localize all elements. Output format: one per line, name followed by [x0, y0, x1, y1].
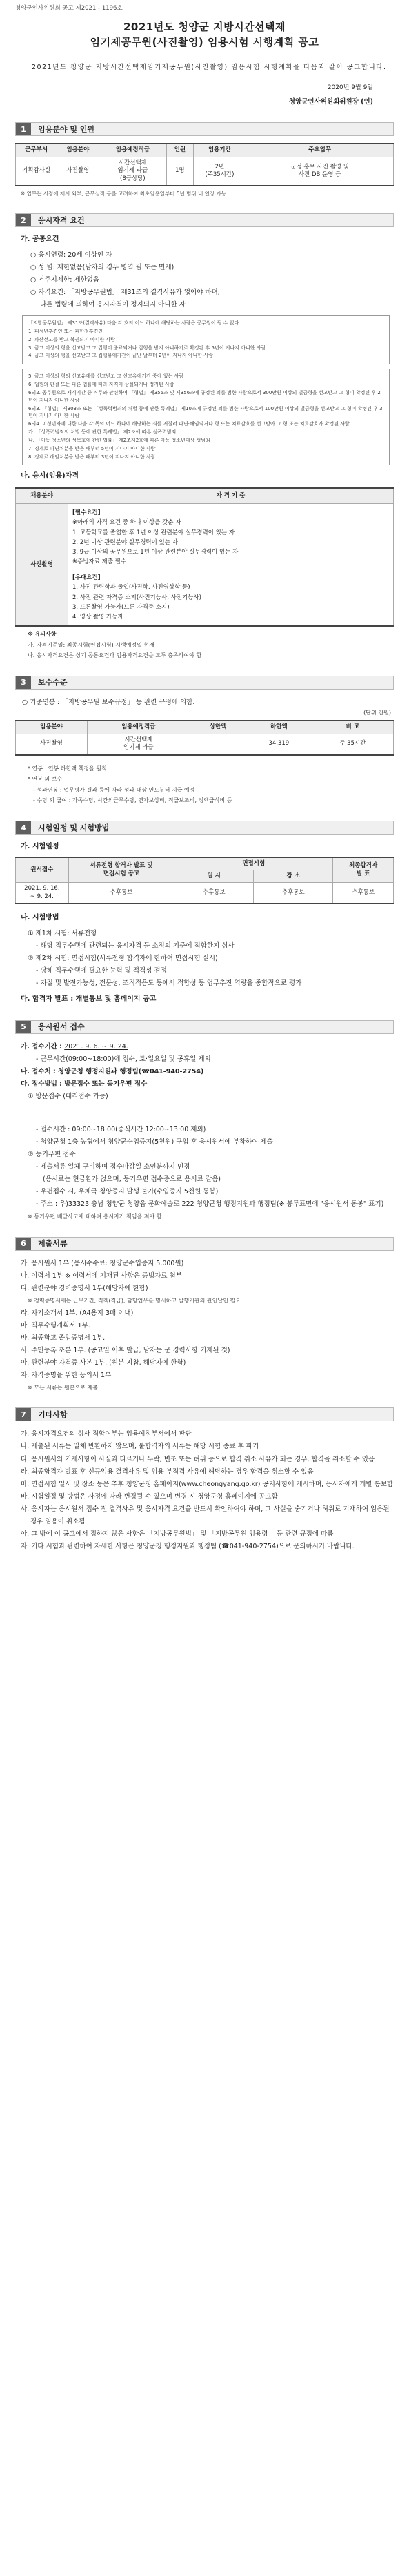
misc-item: 자. 기타 시험과 관련하여 자세한 사항은 청양군청 행정지원과 행정팀 (☎041-940-2754)으로 문의하시기 바랍니다.: [21, 1542, 355, 1550]
table-header-cell: 자 격 기 준: [68, 488, 394, 504]
table-header-cell: 인원: [167, 144, 193, 157]
exam-item: - 당해 직무수행에 필요한 능력 및 적격성 검정: [36, 967, 167, 975]
exam-item: - 해당 직무수행에 관련되는 응시자격 등 소정의 기준에 적합한지 심사: [36, 941, 235, 950]
mail-line: - 우편접수 시, 우체국 청양증지 발생 불가(수입증지 5천원 동봉): [36, 1188, 219, 1196]
section-1-header: [15, 122, 394, 136]
issuing-org: 청양군인사위원회위원장 (인): [288, 97, 373, 106]
requirement-line: 2. 2년 이상 관련분야 실무경력이 있는 자: [72, 538, 178, 546]
table-header-row: [16, 721, 394, 734]
table-cell: 추후통보: [68, 883, 174, 904]
document-item: 가. 응시원서 1부 (응시수수료: 청양군수입증지 5,000원): [21, 1259, 184, 1267]
period-label: 가. 접수기간 :: [21, 1042, 65, 1051]
box-line: 나. 「아동·청소년의 성보호에 관한 법률」 제2조제2호에 따른 아동·청소년대상 성범죄: [28, 437, 210, 443]
caution-line: 가. 자격기준일: 최종시험(면접시험) 시행예정일 현재: [28, 641, 154, 648]
section-number: 4: [16, 821, 31, 834]
preference-line: 3. 드론촬영 가능자(드론 자격증 소지): [72, 603, 170, 611]
document-item: 다. 관련분야 경력증명서 1부(해당자에 한함): [21, 1284, 148, 1292]
list-item: ○ 거주지제한: 제한없음: [30, 275, 100, 284]
title-line-1: 2021년도 청양군 지방시간선택제: [123, 21, 286, 34]
box-line: 6의4. 미성년자에 대한 다음 각 목의 어느 하나에 해당하는 죄를 저질러 파면·해임되거나 형 또는 치료감호를 선고받아 그 형 또는 치료감호가 확정된 사람: [28, 421, 350, 427]
period-note: - 근무시간(09:00~18:00)에 접수, 토·일요일 및 공휴일 제외: [36, 1055, 211, 1063]
section-number: 5: [16, 1021, 31, 1033]
table-cell: 사진촬영: [16, 734, 88, 754]
misc-item: 라. 최종합격자 발표 후 신규임용 결격사유 및 임용 부적격 사유에 해당하는 경우 합격을 취소할 수 있음: [21, 1467, 314, 1476]
disqualification-box-continued: [22, 369, 390, 465]
section-2-header: [15, 213, 394, 227]
list-item: ○ 성 별: 제한없음(남자의 경우 병역 필 또는 면제): [30, 263, 174, 271]
title-line-2: 임기제공무원(사진촬영) 임용시험 시행계획 공고: [90, 35, 319, 48]
table-header-row: [16, 144, 394, 157]
application-period: [21, 1041, 394, 1053]
document-item: 나. 이력서 1부 ※ 이력서에 기재된 사항은 증빙자료 첨부: [21, 1271, 182, 1280]
table-row: [16, 883, 394, 904]
list-item: ○ 자격요건: 「지방공무원법」 제31조의 결격사유가 없어야 하며,: [30, 288, 220, 296]
document-final-note: ※ 모든 서류는 원본으로 제출: [28, 1384, 98, 1391]
section-6-header: [15, 1237, 394, 1251]
table-row: [16, 504, 394, 626]
requirement-heading: [필수요건]: [72, 509, 101, 517]
preference-heading: [우대요건]: [72, 574, 101, 582]
document-item: 마. 직무수행계획서 1부.: [21, 1321, 90, 1329]
preference-line: 4. 영상 촬영 가능자: [72, 613, 123, 621]
table-header-cell: 임용기간: [193, 144, 246, 157]
salary-note: - 수당 외 급여 : 가족수당, 시간외근무수당, 연가보상비, 직급보조비, 정액급식비 등: [33, 797, 232, 804]
salary-note: - 성과연봉 : 업무평가 결과 등에 따라 성과 대상 연도부터 지급 예정: [33, 786, 195, 793]
table-header-cell: 상한액: [190, 721, 246, 734]
mail-line: - 제출서류 일체 구비하여 접수마감일 소인분까지 인정: [36, 1163, 190, 1171]
box-line: 1. 피성년후견인 또는 피한정후견인: [28, 328, 103, 334]
notice-number: 청양군인사위원회 공고 제2021 - 1196호: [15, 5, 123, 12]
notice-date: 2020년 9월 9일: [327, 84, 373, 91]
section-number: 6: [16, 1238, 31, 1250]
visit-place: - 청양군청 1층 농협에서 청양군수입증지(5천원) 구입 후 응시원서에 부착하여 제출: [36, 1138, 273, 1146]
table-header-cell: 비 고: [312, 721, 393, 734]
section-5-header: [15, 1020, 394, 1034]
table-cell: 2년 (주35시간): [193, 157, 246, 186]
exam-item: - 자질 및 발전가능성, 전문성, 조직적응도 등에서 적합성 등 업무추진 역량을 종합적으로 평가: [36, 979, 302, 988]
table-header-cell: 일 시: [174, 870, 254, 883]
mail-method: ② 등기우편 접수: [28, 1150, 76, 1158]
requirement-line: 1. 고등학교를 졸업한 후 1년 이상 관련분야 실무경력이 있는 자: [72, 529, 235, 536]
box-line: 3. 금고 이상의 형을 선고받고 그 집행이 종료되거나 집행을 받지 아니하기로 확정된 후 5년이 지나지 아니한 사람: [28, 344, 266, 351]
table-header-cell: 면접시험: [174, 857, 333, 870]
preference-line: 1. 사진 관련학과 졸업(사진학, 사진영상학 등): [72, 584, 190, 592]
salary-note: * 연봉 : 연봉 하한액 책정을 원칙: [28, 765, 107, 772]
requirement-line: ※아래의 자격 요건 중 하나 이상을 갖춘 자: [72, 519, 181, 527]
box-line: 「지방공무원법」 제31조(결격사유) 다음 각 호의 어느 하나에 해당하는 사람은 공무원이 될 수 없다.: [28, 320, 241, 326]
section-number: 7: [16, 1408, 31, 1421]
table-cell: 군정 홍보 사진 촬영 및 사진 DB 운영 등: [246, 157, 394, 186]
salary-basis: ○ 기준연봉 : 「지방공무원 보수규정」 등 관련 규정에 의함.: [22, 698, 195, 706]
box-line: 4. 금고 이상의 형을 선고받고 그 집행유예기간이 끝난 날부터 2년이 지나지 아니한 사람: [28, 353, 213, 359]
caution-title: ※ 유의사항: [28, 631, 57, 638]
box-line: 2. 파산선고를 받고 복권되지 아니한 사람: [28, 336, 115, 342]
visit-time: - 접수시간 : 09:00~18:00(중식시간 12:00~13:00 제외): [36, 1125, 206, 1133]
section-title: 기타사항: [31, 1408, 393, 1421]
mail-line: - 주소 : 우)33323 충남 청양군 청양읍 문화예술로 222 청양군청 행정지원과 행정팀(※ 봉투표면에 "응시원서 동봉" 표기): [36, 1200, 384, 1209]
document-item: 아. 관련분야 자격증 사본 1부. (원본 지참, 해당자에 한함): [21, 1358, 186, 1367]
document-item: 바. 최종학교 졸업증명서 1부.: [21, 1334, 106, 1342]
table-header-cell: 채용분야: [16, 488, 68, 504]
table-cell: 시간선택제 임기제 라급: [87, 734, 190, 754]
period-value: 2021. 9. 6. ~ 9. 24.: [64, 1042, 128, 1051]
misc-item: 아. 그 밖에 이 공고에서 정하지 않은 사항은 「지방공무원법」 및 「지방공무원 임용령」 등 관련 규정에 따름: [21, 1530, 334, 1538]
section-7-header: [15, 1407, 394, 1421]
subsection-title: 나. 응시(임용)자격: [21, 472, 79, 480]
document-item: 라. 자기소개서 1부. (A4용지 3매 이내): [21, 1309, 134, 1317]
box-line: 가. 「성폭력범죄의 처벌 등에 관한 특례법」 제2조에 따른 성폭력범죄: [28, 429, 177, 436]
box-line: 8. 징계로 해임처분을 받은 때부터 3년이 지나지 아니한 사람: [28, 453, 156, 460]
misc-item: 다. 응시원서의 기재사항이 사실과 다르거나 누락, 변조 또는 허위 등으로 합격 취소 사유가 되는 경우, 합격을 취소할 수 있음: [21, 1455, 375, 1463]
table-cell: 기획감사실: [16, 157, 57, 186]
document-item: 자. 자격증명을 위한 동의서 1부: [21, 1371, 112, 1379]
misc-item: 사. 응시자는 응시원서 접수 전 결격사유 및 응시자격 요건을 반드시 확인하여야 하며, 그 사실을 숨기거나 허위로 기재하여 임용된 경우 임용이 취소됨: [21, 1505, 390, 1525]
misc-item: 나. 제출된 서류는 일체 반환하지 않으며, 불합격자의 서류는 해당 시험 종료 후 파기: [21, 1443, 259, 1451]
section-title: 보수수준: [31, 676, 393, 689]
misc-item: 바. 시험일정 및 방법은 사정에 따라 변경될 수 있으며 변경 시 청양군청 홈페이지에 공고함: [21, 1492, 278, 1501]
table-cell: 주 35시간: [312, 734, 393, 754]
visit-method: ① 방문접수 (대리접수 가능): [28, 1092, 108, 1100]
table-cell: 사진촬영: [57, 157, 99, 186]
subsection-title: 다. 합격자 발표 : 개별통보 및 홈페이지 공고: [21, 995, 157, 1004]
application-method: 다. 접수방법 : 방문접수 또는 등기우편 접수: [21, 1080, 148, 1088]
table-header-cell: 하한액: [246, 721, 312, 734]
document-note: ※ 경력증명서에는 근무기간, 직책(직급), 담당업무를 명시하고 발행기관의 관인날인 필요: [28, 1297, 241, 1304]
table-header-cell: 주요업무: [246, 144, 394, 157]
box-line: 7. 징계로 파면처분을 받은 때부터 5년이 지나지 아니한 사람: [28, 445, 156, 451]
qualification-table: [15, 487, 394, 627]
box-line: 5. 금고 이상의 형의 선고유예를 선고받고 그 선고유예기간 중에 있는 사람: [28, 373, 184, 380]
table-header-cell: 서류전형 합격자 발표 및 면접시험 공고: [68, 857, 174, 883]
table-header-cell: 임용분야: [16, 721, 88, 734]
table-header-cell: 원서접수: [16, 857, 69, 883]
exam-item: ② 제2차 시험: 면접시험(서류전형 합격자에 한하여 면접시험 실시): [28, 955, 218, 963]
section-number: 3: [16, 676, 31, 689]
caution-line: 나. 응시자격요건은 상기 공통요건과 임용자격요건을 모두 충족하여야 함: [28, 652, 202, 659]
requirement-line: 3. 9급 이상의 공무원으로 1년 이상 관련분야 실무경력이 있는 자: [72, 548, 239, 556]
requirement-line: ※증빙자료 제출 필수: [72, 558, 127, 566]
table-header-cell: 최종합격자 발 표: [333, 857, 394, 883]
positions-note: ※ 업무는 시정에 제시 외부, 근무실적 등을 고려하여 최초임용일부터 5년 범위 내 연장 가능: [21, 191, 227, 197]
table-row: [16, 734, 394, 754]
section-number: 2: [16, 214, 31, 226]
table-header-cell: 장 소: [254, 870, 333, 883]
table-cell: 사진촬영: [16, 504, 68, 626]
table-header-cell: 근무부서: [16, 144, 57, 157]
box-line: 6의2. 공무원으로 재직기간 중 직무와 관련하여 「형법」 제355조 및 제356조에 규정된 죄를 범한 사람으로서 300만원 이상의 벌금형을 선고받고 그 형이 확정된 후 2년이 지나지 아니한 사람: [28, 389, 381, 403]
intro-text: 2021년도 청양군 지방시간선택제임기제공무원(사진촬영) 임용시험 시행계획을 다음과 같이 공고합니다.: [32, 63, 387, 71]
salary-note: * 연봉 외 보수: [28, 776, 63, 783]
table-header-cell: 임용예정직급: [87, 721, 190, 734]
table-header-row: [16, 857, 394, 870]
table-cell: 추후통보: [254, 883, 333, 904]
list-item: 다른 법령에 의하여 응시자격이 정지되지 아니한 자: [40, 300, 186, 309]
section-title: 제출서류: [31, 1238, 393, 1250]
positions-table: [15, 143, 394, 186]
disqualification-box: [22, 315, 390, 364]
application-place: 나. 접수처 : 청양군청 행정지원과 행정팀(☎041-940-2754): [21, 1067, 204, 1075]
requirement-line: [72, 567, 389, 572]
page-title: [15, 20, 394, 50]
section-title: 시험일정 및 시험방법: [31, 821, 393, 834]
section-title: 응시자격 요건: [31, 214, 393, 226]
table-cell: 추후통보: [174, 883, 254, 904]
table-cell: 추후통보: [333, 883, 394, 904]
table-cell: [68, 504, 394, 626]
preference-line: 2. 사진 관련 자격증 소지(사진기능사, 사진기능사): [72, 594, 201, 601]
table-header-cell: 임용예정직급: [99, 144, 167, 157]
box-line: 6의3. 「형법」 제303조 또는 「성폭력범죄의 처벌 등에 관한 특례법」 제10조에 규정된 죄를 범한 사람으로서 100만원 이상의 벌금형을 선고받고 그 형이 확정된 후 3년이 지나지 아니한 사람: [28, 405, 383, 419]
salary-table: [15, 720, 394, 755]
table-header-cell: 임용분야: [57, 144, 99, 157]
table-cell: 시간선택제 임기제 라급 (8급상당): [99, 157, 167, 186]
list-item: ○ 응시연령: 20세 이상인 자: [30, 251, 112, 259]
exam-item: ① 제1차 시험: 서류전형: [28, 929, 97, 937]
section-number: 1: [16, 123, 31, 135]
mail-line: (응시료는 현금환가 없으며, 등기우편 접수증으로 응시료 갈음): [43, 1175, 221, 1184]
subsection-title: 가. 공통요건: [21, 235, 59, 244]
section-title: 응시원서 접수: [31, 1021, 393, 1033]
table-cell: 2021. 9. 16. ~ 9. 24.: [16, 883, 69, 904]
document-item: 사. 주민등록 초본 1부. (공고일 이후 발급, 남자는 군 경력사항 기재된 것): [21, 1346, 230, 1354]
misc-item: 가. 응시자격요건의 심사 적합여부는 임용예정부서에서 판단: [21, 1430, 192, 1438]
schedule-table: [15, 857, 394, 905]
misc-item: 마. 면접시험 일시 및 장소 등은 추후 청양군청 홈페이지(www.cheongyang.go.kr) 공지사항에 게시하며, 응시자에게 개별 통보함: [21, 1480, 393, 1488]
section-3-header: [15, 676, 394, 690]
section-title: 임용분야 및 인원: [31, 123, 393, 135]
mail-note: ※ 등기우편 배달사고에 대하여 응시자가 책임을 져야 함: [28, 1213, 162, 1220]
table-cell: 34,319: [246, 734, 312, 754]
box-line: 6. 법원의 판결 또는 다른 법률에 따라 자격이 상실되거나 정지된 사람: [28, 382, 174, 388]
table-row: [16, 157, 394, 186]
unit-label: (단위:천원): [363, 709, 391, 716]
table-cell: [190, 734, 246, 754]
section-4-header: [15, 821, 394, 835]
subsection-title: 가. 시험일정: [21, 843, 59, 851]
table-cell: 1명: [167, 157, 193, 186]
subsection-title: 나. 시험방법: [21, 914, 59, 922]
table-header-row: [16, 488, 394, 504]
